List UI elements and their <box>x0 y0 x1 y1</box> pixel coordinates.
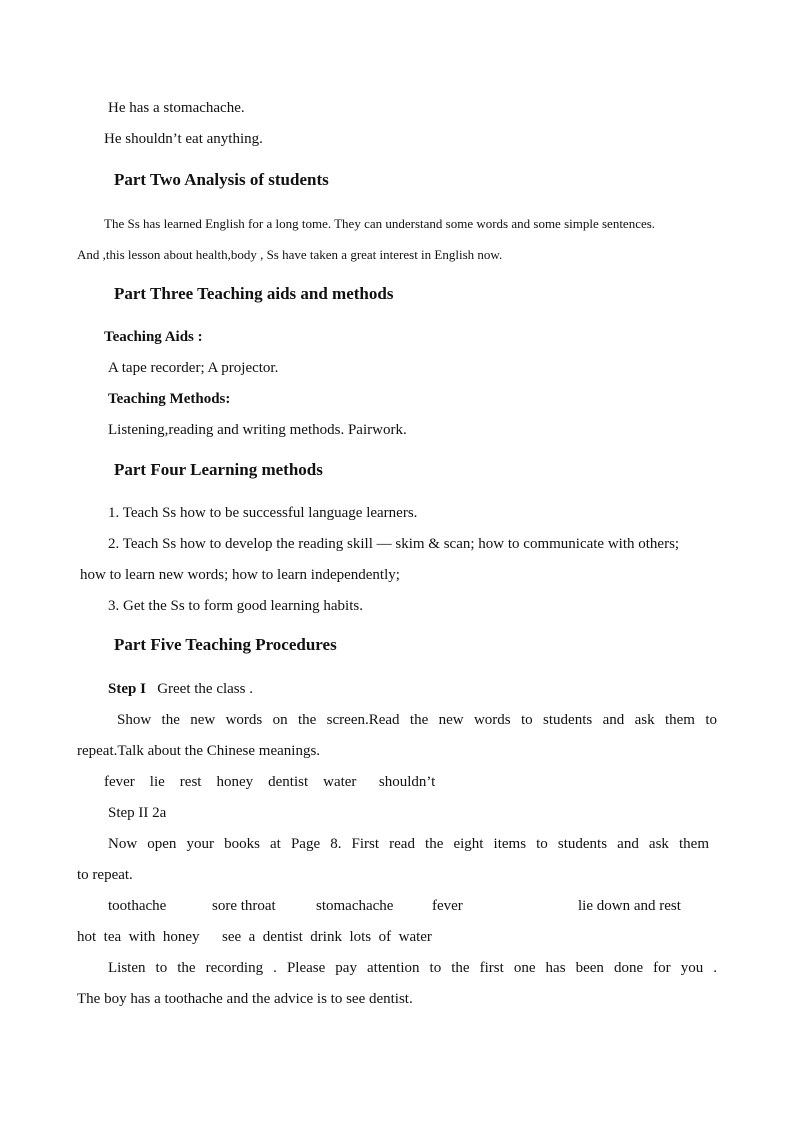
teaching-methods-heading: Teaching Methods: <box>108 391 231 407</box>
show-words-line2: repeat.Talk about the Chinese meanings. <box>77 743 321 759</box>
learning-method-1: 1. Teach Ss how to be successful language learners. <box>108 505 418 521</box>
step-one-label: Step I <box>108 681 146 697</box>
listen-line2: The boy has a toothache and the advice is to see dentist. <box>77 991 413 1007</box>
item-stomachache: stomachache <box>316 898 394 914</box>
step-one-text: Greet the class . <box>157 681 253 697</box>
teaching-aids-list: A tape recorder; A projector. <box>108 360 279 376</box>
heading-part-three: Part Three Teaching aids and methods <box>114 284 394 303</box>
open-books-line1: Now open your books at Page 8. First read the eight items to students and ask them <box>108 836 709 852</box>
learning-method-2-line1: 2. Teach Ss how to develop the reading skill — skim & scan; how to communicate with others; <box>108 536 680 552</box>
learning-method-2-line2: how to learn new words; how to learn independently; <box>80 567 400 583</box>
teaching-methods-list: Listening,reading and writing methods. Pairwork. <box>108 422 407 438</box>
listen-line1: Listen to the recording . Please pay attention to the first one has been done for you . <box>108 960 717 976</box>
vocabulary-words: fever lie rest honey dentist water shouldn’t <box>104 774 436 790</box>
show-words-line1: Show the new words on the screen.Read the new words to students and ask them to <box>117 712 717 728</box>
step-one-line <box>108 679 253 699</box>
learning-method-3: 3. Get the Ss to form good learning habits. <box>108 598 363 614</box>
heading-part-two: Part Two Analysis of students <box>114 170 329 189</box>
items-line2: hot tea with honey see a dentist drink lots of water <box>77 929 432 945</box>
item-sore-throat: sore throat <box>212 898 276 914</box>
paragraph-students-line1: The Ss has learned English for a long tome. They can understand some words and some simple sentences. <box>104 216 656 231</box>
item-toothache: toothache <box>108 898 167 914</box>
sentence-stomachache: He has a stomachache. <box>108 100 245 116</box>
sentence-shouldnt-eat: He shouldn’t eat anything. <box>104 131 263 147</box>
teaching-aids-heading: Teaching Aids : <box>104 329 203 345</box>
item-fever: fever <box>432 898 463 914</box>
heading-part-five: Part Five Teaching Procedures <box>114 635 337 654</box>
paragraph-students-line2: And ,this lesson about health,body , Ss have taken a great interest in English now. <box>77 247 503 262</box>
open-books-line2: to repeat. <box>77 867 133 883</box>
step-two-line: Step II 2a <box>108 805 167 821</box>
item-lie-down-and-rest: lie down and rest <box>578 898 681 914</box>
heading-part-four: Part Four Learning methods <box>114 460 323 479</box>
